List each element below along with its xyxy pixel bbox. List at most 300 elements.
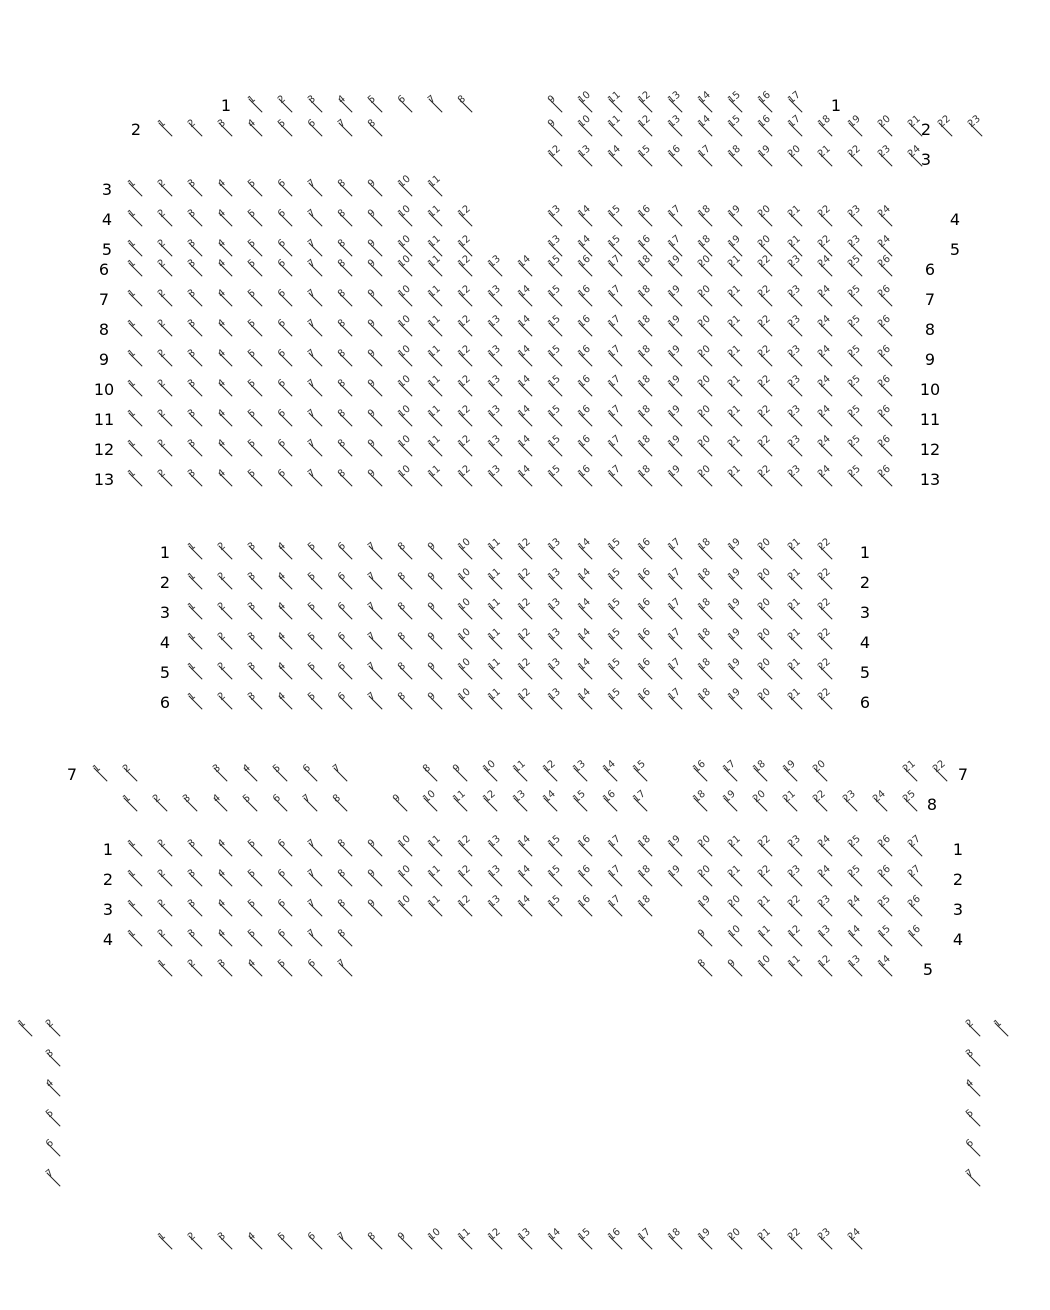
seat[interactable] bbox=[634, 113, 656, 141]
seat[interactable] bbox=[694, 1226, 716, 1254]
seat[interactable] bbox=[124, 869, 146, 891]
seat[interactable] bbox=[604, 566, 626, 594]
seat[interactable] bbox=[454, 626, 476, 654]
seat[interactable] bbox=[394, 463, 416, 491]
seat[interactable] bbox=[214, 692, 236, 714]
seat[interactable] bbox=[544, 893, 566, 921]
seat[interactable] bbox=[154, 469, 176, 491]
seat[interactable] bbox=[634, 626, 656, 654]
seat[interactable] bbox=[844, 203, 866, 231]
seat[interactable] bbox=[874, 893, 896, 921]
seat[interactable] bbox=[364, 319, 386, 341]
seat[interactable] bbox=[304, 119, 326, 141]
seat[interactable] bbox=[124, 179, 146, 201]
seat[interactable] bbox=[334, 572, 356, 594]
seat[interactable] bbox=[424, 833, 446, 861]
seat[interactable] bbox=[784, 313, 806, 341]
seat[interactable] bbox=[214, 239, 236, 261]
seat[interactable] bbox=[154, 929, 176, 951]
seat[interactable] bbox=[814, 373, 836, 401]
seat[interactable] bbox=[304, 179, 326, 201]
seat[interactable] bbox=[604, 833, 626, 861]
seat[interactable] bbox=[814, 403, 836, 431]
seat[interactable] bbox=[844, 893, 866, 921]
seat[interactable] bbox=[274, 929, 296, 951]
seat[interactable] bbox=[574, 403, 596, 431]
seat[interactable] bbox=[724, 656, 746, 684]
seat[interactable] bbox=[394, 253, 416, 281]
seat[interactable] bbox=[274, 572, 296, 594]
seat[interactable] bbox=[394, 542, 416, 564]
seat[interactable] bbox=[364, 1232, 386, 1254]
seat[interactable] bbox=[719, 788, 741, 816]
seat[interactable] bbox=[184, 119, 206, 141]
seat[interactable] bbox=[814, 283, 836, 311]
seat[interactable] bbox=[694, 959, 716, 981]
seat[interactable] bbox=[604, 143, 626, 171]
seat[interactable] bbox=[424, 253, 446, 281]
seat[interactable] bbox=[334, 95, 356, 117]
seat[interactable] bbox=[874, 313, 896, 341]
seat[interactable] bbox=[274, 409, 296, 431]
seat[interactable] bbox=[754, 433, 776, 461]
seat[interactable] bbox=[724, 923, 746, 951]
seat[interactable] bbox=[214, 179, 236, 201]
seat[interactable] bbox=[484, 253, 506, 281]
seat[interactable] bbox=[664, 626, 686, 654]
seat[interactable] bbox=[604, 203, 626, 231]
seat[interactable] bbox=[539, 758, 561, 786]
seat[interactable] bbox=[154, 119, 176, 141]
seat[interactable] bbox=[544, 313, 566, 341]
seat[interactable] bbox=[844, 343, 866, 371]
seat[interactable] bbox=[484, 536, 506, 564]
seat[interactable] bbox=[784, 863, 806, 891]
seat[interactable] bbox=[874, 953, 896, 981]
seat[interactable] bbox=[844, 463, 866, 491]
seat[interactable] bbox=[424, 632, 446, 654]
seat[interactable] bbox=[334, 289, 356, 311]
seat[interactable] bbox=[724, 863, 746, 891]
seat[interactable] bbox=[184, 839, 206, 861]
seat[interactable] bbox=[424, 662, 446, 684]
seat[interactable] bbox=[599, 758, 621, 786]
seat[interactable] bbox=[124, 409, 146, 431]
seat[interactable] bbox=[454, 373, 476, 401]
seat[interactable] bbox=[274, 209, 296, 231]
seat[interactable] bbox=[784, 283, 806, 311]
seat[interactable] bbox=[604, 1226, 626, 1254]
seat[interactable] bbox=[364, 839, 386, 861]
seat[interactable] bbox=[89, 764, 111, 786]
seat[interactable] bbox=[514, 343, 536, 371]
seat[interactable] bbox=[694, 283, 716, 311]
seat[interactable] bbox=[634, 433, 656, 461]
seat[interactable] bbox=[664, 373, 686, 401]
seat[interactable] bbox=[14, 1019, 36, 1041]
seat[interactable] bbox=[514, 283, 536, 311]
seat[interactable] bbox=[724, 893, 746, 921]
seat[interactable] bbox=[574, 893, 596, 921]
seat[interactable] bbox=[814, 923, 836, 951]
seat[interactable] bbox=[214, 469, 236, 491]
seat[interactable] bbox=[484, 686, 506, 714]
seat[interactable] bbox=[334, 239, 356, 261]
seat[interactable] bbox=[784, 626, 806, 654]
seat[interactable] bbox=[244, 409, 266, 431]
seat[interactable] bbox=[754, 953, 776, 981]
seat[interactable] bbox=[274, 319, 296, 341]
seat[interactable] bbox=[574, 566, 596, 594]
seat[interactable] bbox=[904, 923, 926, 951]
seat[interactable] bbox=[364, 602, 386, 624]
seat[interactable] bbox=[304, 349, 326, 371]
seat[interactable] bbox=[364, 179, 386, 201]
seat[interactable] bbox=[214, 929, 236, 951]
seat[interactable] bbox=[784, 686, 806, 714]
seat[interactable] bbox=[304, 319, 326, 341]
seat[interactable] bbox=[184, 349, 206, 371]
seat[interactable] bbox=[899, 788, 921, 816]
seat[interactable] bbox=[629, 758, 651, 786]
seat[interactable] bbox=[154, 209, 176, 231]
seat[interactable] bbox=[844, 953, 866, 981]
seat[interactable] bbox=[664, 656, 686, 684]
seat[interactable] bbox=[124, 289, 146, 311]
seat[interactable] bbox=[274, 542, 296, 564]
seat[interactable] bbox=[784, 403, 806, 431]
seat[interactable] bbox=[634, 403, 656, 431]
seat[interactable] bbox=[544, 95, 566, 117]
seat[interactable] bbox=[724, 283, 746, 311]
seat[interactable] bbox=[274, 899, 296, 921]
seat[interactable] bbox=[844, 313, 866, 341]
seat[interactable] bbox=[334, 692, 356, 714]
seat[interactable] bbox=[244, 572, 266, 594]
seat[interactable] bbox=[844, 403, 866, 431]
seat[interactable] bbox=[214, 899, 236, 921]
seat[interactable] bbox=[514, 893, 536, 921]
seat[interactable] bbox=[754, 283, 776, 311]
seat[interactable] bbox=[664, 596, 686, 624]
seat[interactable] bbox=[544, 203, 566, 231]
seat[interactable] bbox=[634, 686, 656, 714]
seat[interactable] bbox=[304, 379, 326, 401]
seat[interactable] bbox=[274, 95, 296, 117]
seat[interactable] bbox=[394, 373, 416, 401]
seat[interactable] bbox=[214, 1232, 236, 1254]
seat[interactable] bbox=[334, 469, 356, 491]
seat[interactable] bbox=[394, 173, 416, 201]
seat[interactable] bbox=[544, 373, 566, 401]
seat[interactable] bbox=[694, 863, 716, 891]
seat[interactable] bbox=[874, 373, 896, 401]
seat[interactable] bbox=[184, 692, 206, 714]
seat[interactable] bbox=[364, 899, 386, 921]
seat[interactable] bbox=[544, 566, 566, 594]
seat[interactable] bbox=[724, 463, 746, 491]
seat[interactable] bbox=[334, 839, 356, 861]
seat[interactable] bbox=[754, 143, 776, 171]
seat[interactable] bbox=[574, 463, 596, 491]
seat[interactable] bbox=[244, 119, 266, 141]
seat[interactable] bbox=[514, 596, 536, 624]
seat[interactable] bbox=[334, 349, 356, 371]
seat[interactable] bbox=[962, 1079, 984, 1101]
seat[interactable] bbox=[304, 1232, 326, 1254]
seat[interactable] bbox=[694, 113, 716, 141]
seat[interactable] bbox=[814, 596, 836, 624]
seat[interactable] bbox=[274, 839, 296, 861]
seat[interactable] bbox=[539, 788, 561, 816]
seat[interactable] bbox=[304, 95, 326, 117]
seat[interactable] bbox=[364, 869, 386, 891]
seat[interactable] bbox=[962, 1019, 984, 1041]
seat[interactable] bbox=[694, 403, 716, 431]
seat[interactable] bbox=[784, 113, 806, 141]
seat[interactable] bbox=[184, 572, 206, 594]
seat[interactable] bbox=[184, 379, 206, 401]
seat[interactable] bbox=[214, 839, 236, 861]
seat[interactable] bbox=[304, 409, 326, 431]
seat[interactable] bbox=[904, 833, 926, 861]
seat[interactable] bbox=[454, 863, 476, 891]
seat[interactable] bbox=[154, 1232, 176, 1254]
seat[interactable] bbox=[304, 289, 326, 311]
seat[interactable] bbox=[364, 542, 386, 564]
seat[interactable] bbox=[394, 313, 416, 341]
seat[interactable] bbox=[694, 929, 716, 951]
seat[interactable] bbox=[364, 209, 386, 231]
seat[interactable] bbox=[634, 343, 656, 371]
seat[interactable] bbox=[274, 379, 296, 401]
seat[interactable] bbox=[754, 253, 776, 281]
seat[interactable] bbox=[544, 283, 566, 311]
seat[interactable] bbox=[244, 439, 266, 461]
seat[interactable] bbox=[334, 259, 356, 281]
seat[interactable] bbox=[634, 283, 656, 311]
seat[interactable] bbox=[844, 113, 866, 141]
seat[interactable] bbox=[604, 863, 626, 891]
seat[interactable] bbox=[389, 794, 411, 816]
seat[interactable] bbox=[239, 764, 261, 786]
seat[interactable] bbox=[364, 349, 386, 371]
seat[interactable] bbox=[394, 95, 416, 117]
seat[interactable] bbox=[604, 343, 626, 371]
seat[interactable] bbox=[424, 602, 446, 624]
seat[interactable] bbox=[574, 373, 596, 401]
seat[interactable] bbox=[269, 794, 291, 816]
seat[interactable] bbox=[214, 662, 236, 684]
seat[interactable] bbox=[784, 953, 806, 981]
seat[interactable] bbox=[874, 433, 896, 461]
seat[interactable] bbox=[514, 463, 536, 491]
seat[interactable] bbox=[274, 869, 296, 891]
seat[interactable] bbox=[214, 602, 236, 624]
seat[interactable] bbox=[724, 403, 746, 431]
seat[interactable] bbox=[814, 113, 836, 141]
seat[interactable] bbox=[514, 403, 536, 431]
seat[interactable] bbox=[364, 259, 386, 281]
seat[interactable] bbox=[394, 662, 416, 684]
seat[interactable] bbox=[962, 1049, 984, 1071]
seat[interactable] bbox=[124, 839, 146, 861]
seat[interactable] bbox=[754, 656, 776, 684]
seat[interactable] bbox=[694, 433, 716, 461]
seat[interactable] bbox=[304, 959, 326, 981]
seat[interactable] bbox=[484, 596, 506, 624]
seat[interactable] bbox=[629, 788, 651, 816]
seat[interactable] bbox=[719, 758, 741, 786]
seat[interactable] bbox=[364, 409, 386, 431]
seat[interactable] bbox=[779, 788, 801, 816]
seat[interactable] bbox=[364, 379, 386, 401]
seat[interactable] bbox=[664, 143, 686, 171]
seat[interactable] bbox=[124, 319, 146, 341]
seat[interactable] bbox=[394, 283, 416, 311]
seat[interactable] bbox=[694, 463, 716, 491]
seat[interactable] bbox=[814, 1226, 836, 1254]
seat[interactable] bbox=[214, 542, 236, 564]
seat[interactable] bbox=[962, 1169, 984, 1191]
seat[interactable] bbox=[454, 343, 476, 371]
seat[interactable] bbox=[574, 1226, 596, 1254]
seat[interactable] bbox=[454, 403, 476, 431]
seat[interactable] bbox=[484, 313, 506, 341]
seat[interactable] bbox=[484, 403, 506, 431]
seat[interactable] bbox=[874, 283, 896, 311]
seat[interactable] bbox=[274, 239, 296, 261]
seat[interactable] bbox=[394, 632, 416, 654]
seat[interactable] bbox=[604, 313, 626, 341]
seat[interactable] bbox=[754, 536, 776, 564]
seat[interactable] bbox=[574, 253, 596, 281]
seat[interactable] bbox=[184, 1232, 206, 1254]
seat[interactable] bbox=[304, 239, 326, 261]
seat[interactable] bbox=[244, 959, 266, 981]
seat[interactable] bbox=[394, 692, 416, 714]
seat[interactable] bbox=[664, 833, 686, 861]
seat[interactable] bbox=[814, 433, 836, 461]
seat[interactable] bbox=[184, 899, 206, 921]
seat[interactable] bbox=[694, 536, 716, 564]
seat[interactable] bbox=[239, 794, 261, 816]
seat[interactable] bbox=[694, 833, 716, 861]
seat[interactable] bbox=[244, 349, 266, 371]
seat[interactable] bbox=[184, 469, 206, 491]
seat[interactable] bbox=[544, 863, 566, 891]
seat[interactable] bbox=[754, 566, 776, 594]
seat[interactable] bbox=[869, 788, 891, 816]
seat[interactable] bbox=[394, 863, 416, 891]
seat[interactable] bbox=[304, 929, 326, 951]
seat[interactable] bbox=[754, 403, 776, 431]
seat[interactable] bbox=[634, 863, 656, 891]
seat[interactable] bbox=[364, 572, 386, 594]
seat[interactable] bbox=[664, 686, 686, 714]
seat[interactable] bbox=[694, 566, 716, 594]
seat[interactable] bbox=[874, 203, 896, 231]
seat[interactable] bbox=[514, 656, 536, 684]
seat[interactable] bbox=[694, 626, 716, 654]
seat[interactable] bbox=[604, 536, 626, 564]
seat[interactable] bbox=[814, 143, 836, 171]
seat[interactable] bbox=[214, 349, 236, 371]
seat[interactable] bbox=[694, 373, 716, 401]
seat[interactable] bbox=[424, 572, 446, 594]
seat[interactable] bbox=[814, 893, 836, 921]
seat[interactable] bbox=[784, 566, 806, 594]
seat[interactable] bbox=[364, 239, 386, 261]
seat[interactable] bbox=[724, 1226, 746, 1254]
seat[interactable] bbox=[124, 239, 146, 261]
seat[interactable] bbox=[784, 893, 806, 921]
seat[interactable] bbox=[514, 1226, 536, 1254]
seat[interactable] bbox=[334, 209, 356, 231]
seat[interactable] bbox=[154, 409, 176, 431]
seat[interactable] bbox=[154, 439, 176, 461]
seat[interactable] bbox=[814, 463, 836, 491]
seat[interactable] bbox=[454, 283, 476, 311]
seat[interactable] bbox=[244, 839, 266, 861]
seat[interactable] bbox=[514, 626, 536, 654]
seat[interactable] bbox=[364, 439, 386, 461]
seat[interactable] bbox=[184, 439, 206, 461]
seat[interactable] bbox=[454, 833, 476, 861]
seat[interactable] bbox=[119, 764, 141, 786]
seat[interactable] bbox=[754, 686, 776, 714]
seat[interactable] bbox=[184, 542, 206, 564]
seat[interactable] bbox=[364, 289, 386, 311]
seat[interactable] bbox=[634, 596, 656, 624]
seat[interactable] bbox=[784, 1226, 806, 1254]
seat[interactable] bbox=[514, 253, 536, 281]
seat[interactable] bbox=[814, 833, 836, 861]
seat[interactable] bbox=[784, 433, 806, 461]
seat[interactable] bbox=[274, 959, 296, 981]
seat[interactable] bbox=[724, 596, 746, 624]
seat[interactable] bbox=[244, 1232, 266, 1254]
seat[interactable] bbox=[299, 794, 321, 816]
seat[interactable] bbox=[784, 536, 806, 564]
seat[interactable] bbox=[274, 179, 296, 201]
seat[interactable] bbox=[304, 692, 326, 714]
seat[interactable] bbox=[634, 833, 656, 861]
seat[interactable] bbox=[724, 686, 746, 714]
seat[interactable] bbox=[574, 833, 596, 861]
seat[interactable] bbox=[274, 349, 296, 371]
seat[interactable] bbox=[814, 686, 836, 714]
seat[interactable] bbox=[154, 239, 176, 261]
seat[interactable] bbox=[274, 632, 296, 654]
seat[interactable] bbox=[274, 119, 296, 141]
seat[interactable] bbox=[329, 764, 351, 786]
seat[interactable] bbox=[904, 863, 926, 891]
seat[interactable] bbox=[544, 403, 566, 431]
seat[interactable] bbox=[874, 143, 896, 171]
seat[interactable] bbox=[749, 758, 771, 786]
seat[interactable] bbox=[214, 632, 236, 654]
seat[interactable] bbox=[364, 692, 386, 714]
seat[interactable] bbox=[604, 373, 626, 401]
seat[interactable] bbox=[724, 373, 746, 401]
seat[interactable] bbox=[874, 253, 896, 281]
seat[interactable] bbox=[514, 566, 536, 594]
seat[interactable] bbox=[154, 959, 176, 981]
seat[interactable] bbox=[634, 143, 656, 171]
seat[interactable] bbox=[844, 373, 866, 401]
seat[interactable] bbox=[784, 463, 806, 491]
